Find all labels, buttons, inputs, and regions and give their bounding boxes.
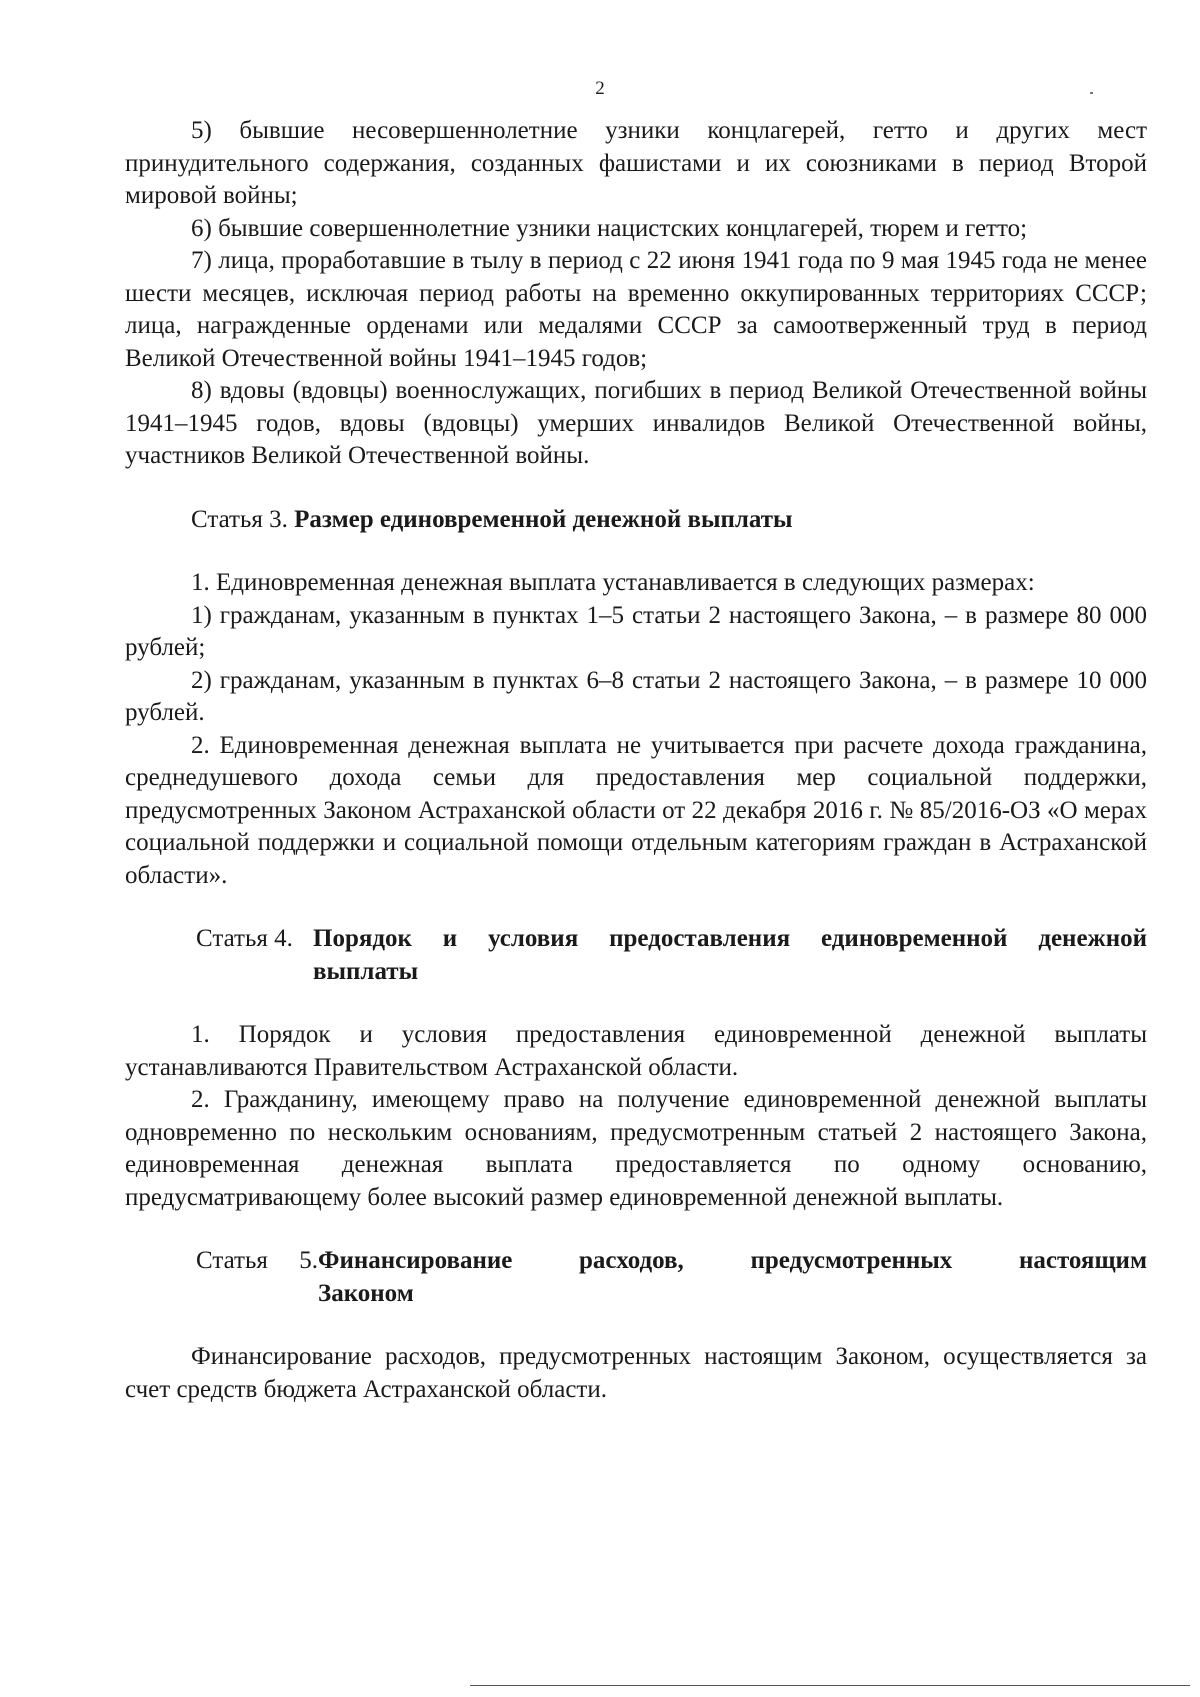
article3-paragraph-1-1: 1) гражданам, указанным в пунктах 1–5 статьи 2 настоящего Закона, – в размере 80 000 рублей; — [125, 601, 1147, 661]
article5-heading — [125, 1245, 1147, 1310]
article4-paragraph-2: 2. Гражданину, имеющему право на получение единовременной денежной выплаты одновременно по нескольким основаниям, предусмотренным статьей 2 настоящего Закона, единовременная денежная выплата предоставляется по одному основанию, предусматривающему более высокий размер единовременной денежной выплаты. — [125, 1086, 1147, 1211]
document-body — [125, 115, 1147, 1406]
article3-paragraph-2: 2. Единовременная денежная выплата не учитывается при расчете дохода гражданина, среднедушевого дохода семьи для предоставления мер социальной поддержки, предусмотренных Законом Астраханской области от 22 декабря 2016 г. № 85/2016-ОЗ «О мерах социальной поддержки и социальной помощи отдельным категориям граждан в Астраханской области». — [125, 731, 1147, 889]
article3-paragraph-1: 1. Единовременная денежная выплата устанавливается в следующих размерах: — [191, 569, 1035, 596]
article4-heading — [125, 923, 1147, 988]
article4-title — [313, 923, 1147, 988]
article3-paragraph-1-2: 2) гражданам, указанным в пунктах 6–8 статьи 2 настоящего Закона, – в размере 10 000 рублей. — [125, 666, 1147, 726]
article4-title-line2: выплаты — [313, 957, 419, 985]
article5-label-number: 5. — [299, 1247, 318, 1274]
article5-paragraph-1: Финансирование расходов, предусмотренных настоящим Законом, осуществляется за счет средств бюджета Астраханской области. — [125, 1343, 1147, 1403]
article3-label: Статья 3. — [191, 505, 288, 533]
article3-title: Размер единовременной денежной выплаты — [294, 505, 793, 533]
page-number: 2 — [595, 78, 605, 99]
article5-title-line2: Законом — [318, 1279, 414, 1307]
article2-item-8: 8) вдовы (вдовцы) военнослужащих, погибших в период Великой Отечественной войны 1941–1945 годов, вдовы (вдовцы) умерших инвалидов Великой Отечественной войны, участников Великой Отечественной войны. — [125, 377, 1147, 469]
article4-title-line1: Порядок и условия предоставления единовременной денежной — [313, 925, 1147, 952]
scan-bottom-edge — [470, 1685, 1190, 1686]
article5-title-line1: Финансирование расходов, предусмотренных настоящим — [318, 1247, 1147, 1274]
article2-item-6: 6) бывшие совершеннолетние узники нацистских концлагерей, тюрем и гетто; — [191, 214, 1028, 242]
article5-title — [318, 1245, 1147, 1310]
article5-label — [196, 1245, 318, 1310]
article4-paragraph-1: 1. Порядок и условия предоставления единовременной денежной выплаты устанавливаются Правительством Астраханской области. — [125, 1021, 1147, 1081]
article2-item-7: 7) лица, проработавшие в тылу в период с 22 июня 1941 года по 9 мая 1945 года не менее шести месяцев, исключая период работы на временно оккупированных территориях СССР; лица, награжденные орденами или медалями СССР за самоотверженный труд в период Великой Отечественной войны 1941–1945 годов; — [125, 247, 1147, 372]
article4-label: Статья 4. — [196, 925, 293, 952]
article5-label-word: Статья — [196, 1247, 268, 1274]
article3-heading — [125, 504, 1147, 537]
article2-item-5: 5) бывшие несовершеннолетние узники концлагерей, гетто и других мест принудительного содержания, созданных фашистами и их союзниками в период Второй мировой войны; — [125, 117, 1147, 209]
